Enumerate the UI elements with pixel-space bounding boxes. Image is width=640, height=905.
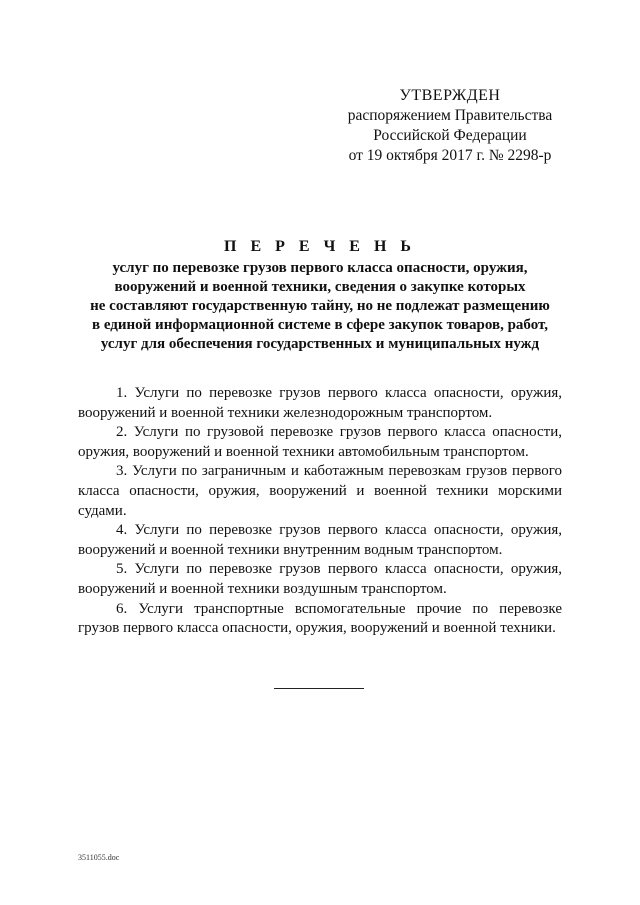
file-reference: 3511055.doc (78, 853, 120, 862)
approval-stamp (318, 86, 582, 166)
services-list (78, 384, 562, 639)
document-subtitle-line-5: услуг для обеспечения государственных и муниципальных нужд (100, 336, 540, 352)
document-title-block (70, 236, 570, 354)
document-subtitle-line-2: вооружений и военной техники, сведения о закупке которых (114, 279, 526, 295)
document-subtitle-line-3: не составляют государственную тайну, но не подлежат размещению (90, 298, 550, 314)
list-item: 4. Услуги по перевозке грузов первого класса опасности, оружия, вооружений и военной техники внутренним водным транспортом. (78, 522, 562, 558)
list-item: 6. Услуги транспортные вспомогательные прочие по перевозке грузов первого класса опасности, оружия, вооружений и военной техники. (78, 600, 562, 637)
list-item: 3. Услуги по заграничным и каботажным перевозкам грузов первого класса опасности, оружия, вооружений и военной техники морскими судами. (78, 463, 562, 519)
list-item: 1. Услуги по перевозке грузов первого класса опасности, оружия, вооружений и военной техники железнодорожным транспортом. (78, 385, 562, 421)
closing-separator-line (274, 688, 364, 689)
list-item: 5. Услуги по перевозке грузов первого класса опасности, оружия, вооружений и военной техники воздушным транспортом. (78, 561, 562, 597)
document-subtitle-line-4: в единой информационной системе в сфере закупок товаров, работ, (91, 317, 549, 333)
approval-line-1: распоряжением Правительства (347, 107, 553, 124)
document-subtitle-line-1: услуг по перевозке грузов первого класса опасности, оружия, (112, 260, 528, 276)
document-title: П Е Р Е Ч Е Н Ь (224, 238, 416, 255)
approved-heading: УТВЕРЖДЕН (399, 87, 501, 104)
list-item: 2. Услуги по грузовой перевозке грузов первого класса опасности, оружия, вооружений и военной техники автомобильным транспортом. (78, 424, 562, 460)
approval-line-3: от 19 октября 2017 г. № 2298-р (348, 147, 552, 164)
approval-line-2: Российской Федерации (373, 127, 527, 144)
